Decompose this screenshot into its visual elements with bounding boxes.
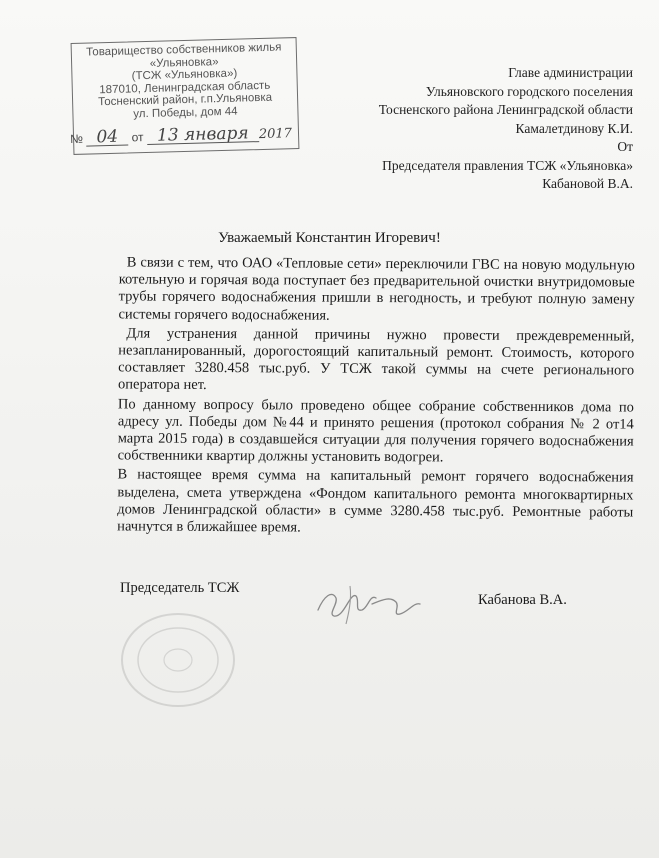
body-paragraph: По данному вопросу было проведено общее собрание собственников дома по адресу ул. Победы дом №44 и принято решения (протокол собрания № 2 от14 марта 2015 года) в создавшейся ситуации для получения горячего водоснабжения собственники квартир должны установить водогреи. — [117, 396, 634, 466]
addressee-line: Ульяновского городского поселения — [425, 83, 633, 99]
outgoing-reference — [69, 123, 306, 148]
stamp-line: Тосненский район, г.п.Ульяновка — [97, 91, 273, 109]
signer-position: Председатель ТСЖ — [120, 580, 240, 596]
stamp-line: 187010, Ленинградская область — [99, 79, 271, 96]
addressee-line: Председателя правления ТСЖ «Ульяновка» — [382, 157, 633, 173]
ref-date-handwritten: 13 января — [156, 123, 249, 146]
addressee-line: Камалетдинову К.И. — [515, 120, 633, 136]
stamp-line: ул. Победы, дом 44 — [133, 105, 238, 120]
body-paragraph: В настоящее время сумма на капитальный ремонт горячего водоснабжения выделена, смета утверждена «Фондом капитального ремонта многоквартирных домов Ленинградской области» в сумме 3280.458 тыс.руб. Ремонтные работы начнутся в ближайшее время. — [117, 466, 634, 536]
body-paragraph: Для устранения данной причины нужно провести преждевременный, незапланированный, дорогостоящий капитальный ремонт. Стоимость, которого составляет 3280.458 тыс.руб. У ТСЖ такой суммы на счете регионального оператора нет. — [118, 325, 635, 394]
stamp-line: «Ульяновка» — [149, 55, 219, 70]
addressee-line: Главе администрации — [508, 65, 633, 80]
body-paragraph: В связи с тем, что ОАО «Тепловые сети» переключили ГВС на новую модульную котельную и горячая вода поступает без предварительной очистки внутридомовые трубы горячего водоснабжения пришли в негодность, и требуют полную замену системы горячего водоснабжения. — [118, 254, 635, 324]
ref-from-label: от — [131, 130, 144, 145]
stamp-line: (ТСЖ «Ульяновка») — [131, 67, 238, 83]
faded-seal — [118, 610, 238, 710]
addressee-block — [379, 64, 633, 194]
organization-stamp — [71, 37, 300, 155]
addressee-line: От — [617, 139, 633, 154]
letter-body — [117, 254, 635, 540]
ref-number: 04 — [96, 126, 119, 148]
signer-name: Кабанова В.А. — [478, 592, 567, 608]
ref-year: 2017 — [258, 126, 293, 143]
ref-number-label: № — [69, 131, 84, 147]
addressee-line: Тосненского района Ленинградской области — [378, 102, 633, 117]
stamp-line: Товарищество собственников жилья — [86, 41, 282, 59]
addressee-line: Кабановой В.А. — [542, 176, 633, 191]
handwritten-signature — [310, 576, 428, 628]
greeting: Уважаемый Константин Игоревич! — [218, 230, 441, 246]
